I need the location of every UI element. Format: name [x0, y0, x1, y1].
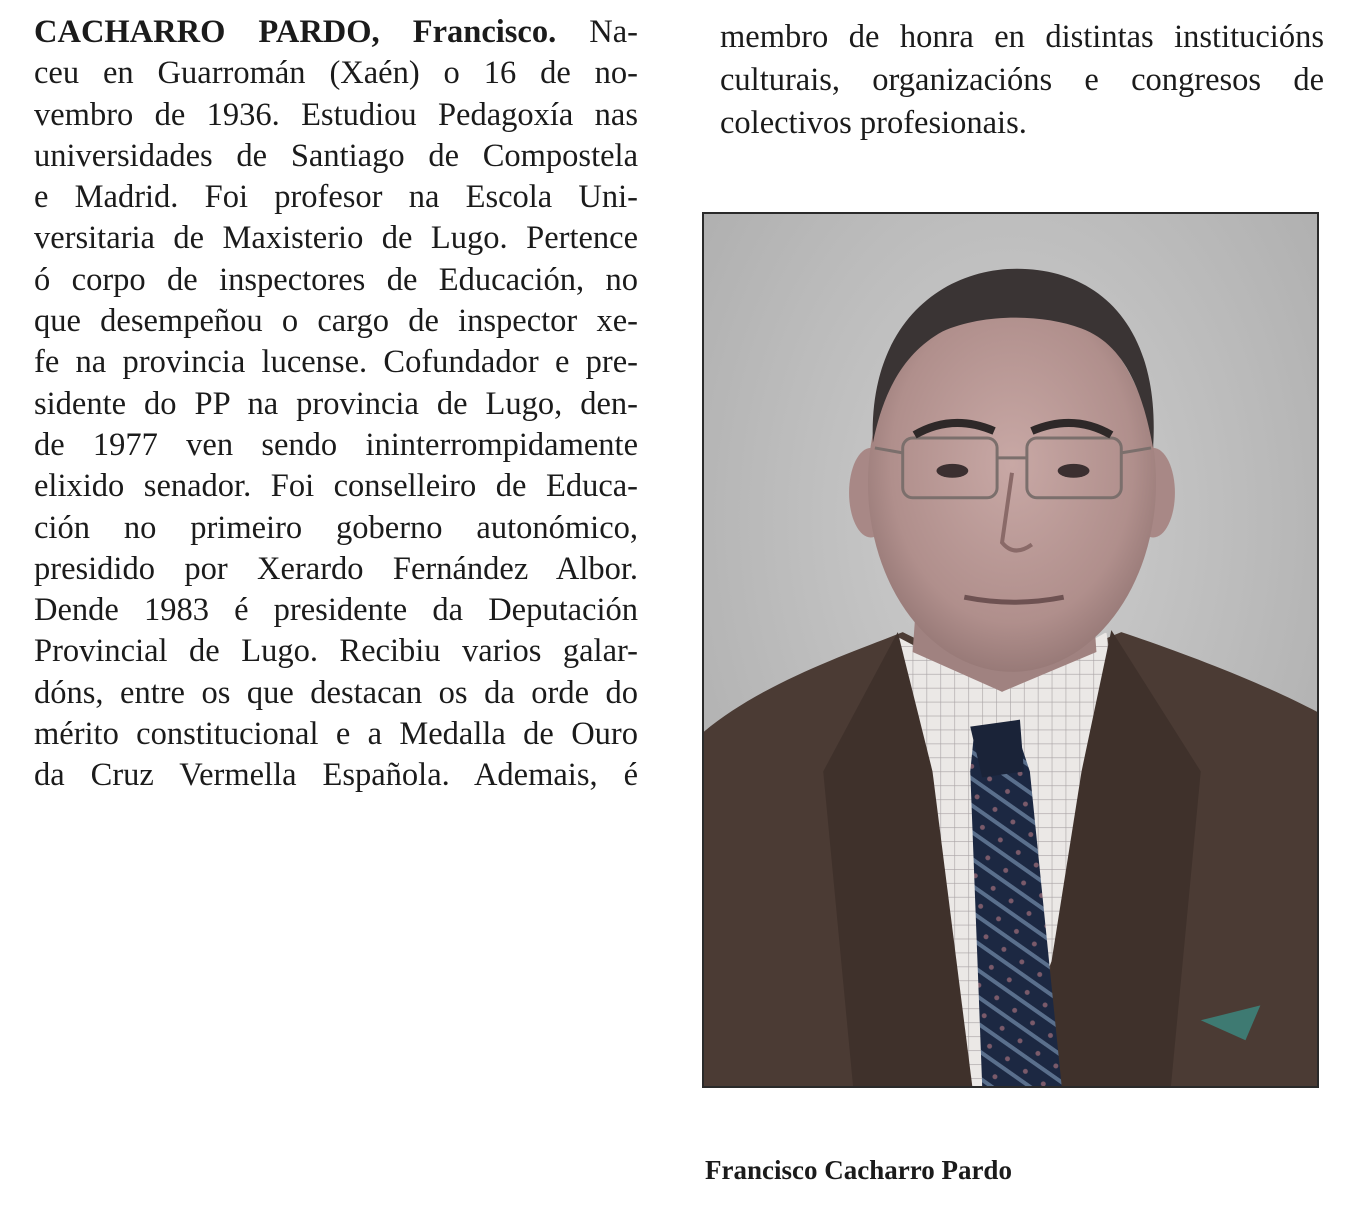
- bio-continued-line-3: colectivos profesionais.: [720, 105, 1027, 141]
- biography-left-column: [34, 12, 638, 797]
- bio-continued-line-2: culturais, organizacións e congresos de: [720, 62, 1324, 98]
- name-heading: CACHARRO PARDO, Francisco.: [34, 14, 557, 50]
- photo-caption: Francisco Cacharro Pardo: [705, 1155, 1012, 1185]
- bio-line-15: Dende 1983 é presidente da Deputación: [34, 592, 638, 629]
- bio-line-4: universidades de Santiago de Compostela: [34, 137, 638, 174]
- bio-line-5: e Madrid. Foi profesor na Escola Uni-: [34, 179, 638, 216]
- bio-line-6: versitaria de Maxisterio de Lugo. Pertence: [34, 220, 638, 257]
- bio-line-11: de 1977 ven sendo ininterrompidamente: [34, 426, 638, 463]
- bio-continued-line-1: membro de honra en distintas institucións: [720, 19, 1324, 55]
- bio-line-16: Provincial de Lugo. Recibiu varios galar-: [34, 633, 638, 670]
- bio-line-2: ceu en Guarromán (Xaén) o 16 de no-: [34, 55, 638, 92]
- biography-right-column: [720, 16, 1324, 145]
- left-eye: [936, 464, 968, 478]
- bio-line-1: [34, 12, 638, 53]
- bio-line-17: dóns, entre os que destacan os da orde do: [34, 674, 638, 711]
- bio-line-text: Na-: [556, 14, 638, 50]
- bio-line-14: presidido por Xerardo Fernández Albor.: [34, 550, 638, 587]
- bio-line-12: elixido senador. Foi conselleiro de Educa-: [34, 468, 638, 505]
- bio-line-7: ó corpo de inspectores de Educación, no: [34, 261, 638, 298]
- right-eye: [1058, 464, 1090, 478]
- bio-line-9: fe na provincia lucense. Cofundador e pre-: [34, 344, 638, 381]
- bio-line-19: da Cruz Vermella Española. Ademais, é: [34, 757, 638, 794]
- portrait-photo: [702, 212, 1319, 1088]
- bio-line-10: sidente do PP na provincia de Lugo, den-: [34, 385, 638, 422]
- bio-line-18: mérito constitucional e a Medalla de Ouro: [34, 716, 638, 753]
- bio-line-8: que desempeñou o cargo de inspector xe-: [34, 303, 638, 340]
- portrait-illustration: [704, 214, 1317, 1086]
- bio-line-13: ción no primeiro goberno autonómico,: [34, 509, 638, 546]
- bio-line-3: vembro de 1936. Estudiou Pedagoxía nas: [34, 96, 638, 133]
